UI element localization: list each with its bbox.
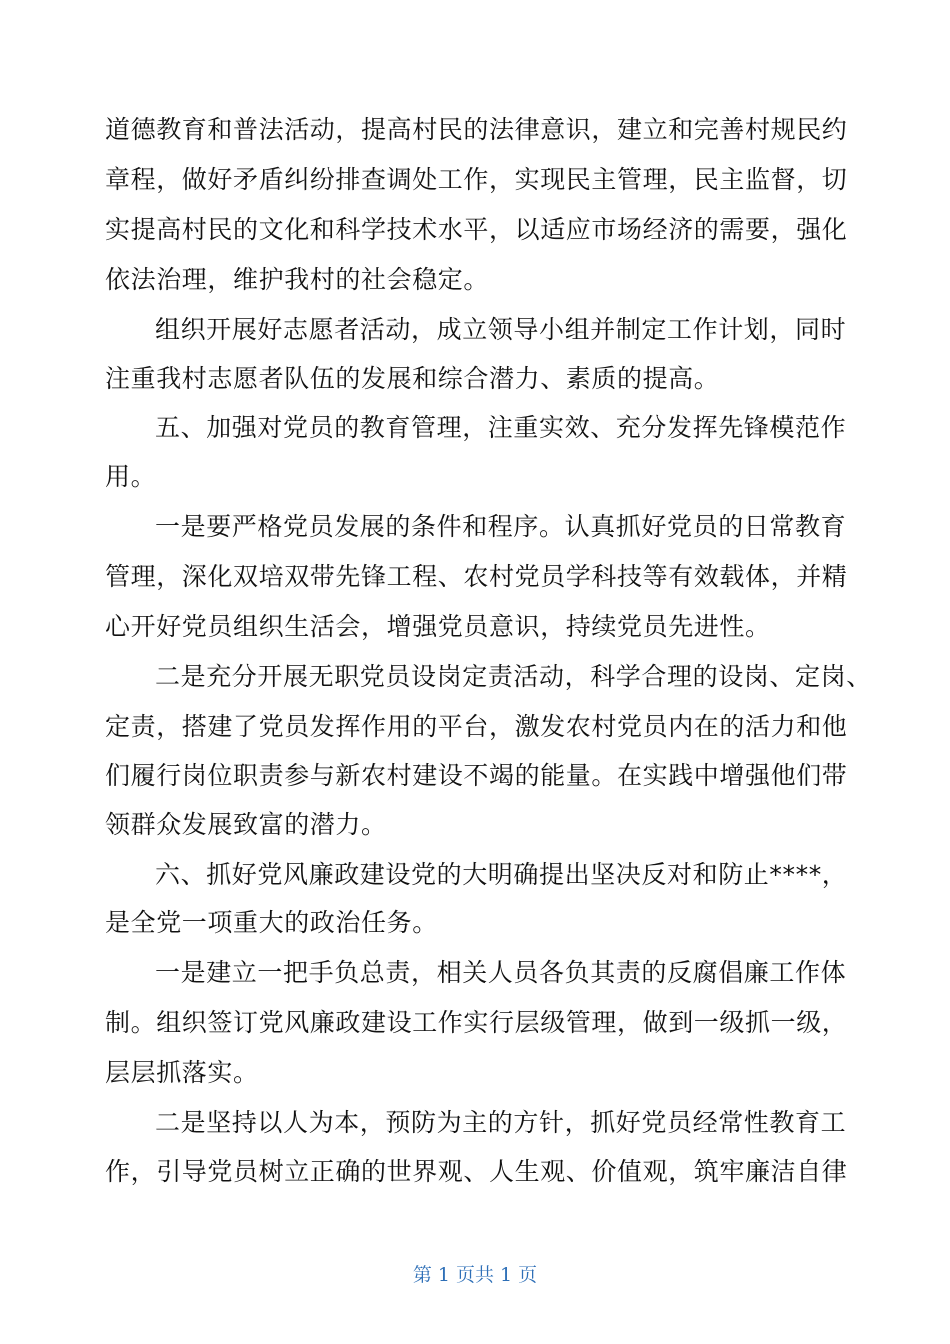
text-line: 定责，搭建了党员发挥作用的平台，激发农村党员内在的活力和他 (105, 712, 848, 741)
section-heading: 六、抓好党风廉政建设党的大明确提出坚决反对和防止****， (155, 860, 848, 889)
section-heading: 是全党一项重大的政治任务。 (105, 908, 438, 937)
text-line: 组织开展好志愿者活动，成立领导小组并制定工作计划，同时 (155, 315, 847, 344)
text-line: 制。组织签订党风廉政建设工作实行层级管理，做到一级抓一级， (105, 1008, 848, 1037)
text-line: 实提高村民的文化和科学技术水平，以适应市场经济的需要，强化 (105, 215, 848, 244)
text-line: 们履行岗位职责参与新农村建设不竭的能量。在实践中增强他们带 (105, 761, 848, 790)
text-line: 层层抓落实。 (105, 1058, 259, 1087)
text-line: 注重我村志愿者队伍的发展和综合潜力、素质的提高。 (105, 364, 720, 393)
page-number-footer: 第 1 页共 1 页 (412, 1264, 538, 1286)
text-line: 领群众发展致富的潜力。 (105, 810, 387, 839)
section-heading: 五、加强对党员的教育管理，注重实效、充分发挥先锋模范作 (155, 413, 847, 442)
text-line: 依法治理，维护我村的社会稳定。 (105, 265, 490, 294)
text-line: 一是要严格党员发展的条件和程序。认真抓好党员的日常教育 (155, 512, 847, 541)
text-line: 二是坚持以人为本，预防为主的方针，抓好党员经常性教育工 (155, 1108, 847, 1137)
text-line: 一是建立一把手负总责，相关人员各负其责的反腐倡廉工作体 (155, 958, 847, 987)
text-line: 章程，做好矛盾纠纷排查调处工作，实现民主管理，民主监督，切 (105, 165, 848, 194)
text-line: 二是充分开展无职党员设岗定责活动，科学合理的设岗、定岗、 (155, 662, 872, 691)
text-line: 心开好党员组织生活会，增强党员意识，持续党员先进性。 (105, 612, 771, 641)
section-heading: 用。 (105, 462, 157, 491)
text-line: 作，引导党员树立正确的世界观、人生观、价值观，筑牢廉洁自律 (105, 1157, 848, 1186)
text-line: 管理，深化双培双带先锋工程、农村党员学科技等有效载体，并精 (105, 562, 848, 591)
text-line: 道德教育和普法活动，提高村民的法律意识，建立和完善村规民约 (105, 115, 848, 144)
